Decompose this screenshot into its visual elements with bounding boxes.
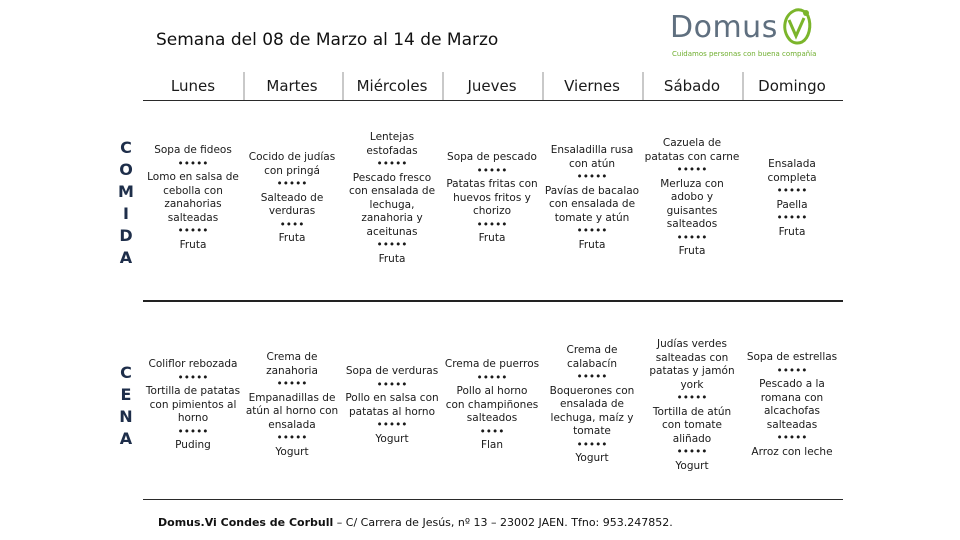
footer-company: Domus.Vi Condes de Corbull [158,516,334,529]
menu-line: con ensalada de [348,185,436,197]
menu-line: horno [177,412,209,424]
menu-line: Arroz con leche [751,445,833,458]
menu-line: Cocido de judías [248,151,336,163]
menu-line: ••••• [576,171,608,183]
header-separator [442,72,444,100]
menu-line: Sopa de pescado [447,151,537,163]
header-separator [542,72,544,100]
menu-line: ••••• [276,178,308,190]
vertical-label-letter: O [119,160,133,179]
cena-cell [342,365,442,446]
cena-vertical-label [116,362,136,450]
comida-vertical-label [116,137,136,269]
menu-line: ensalada de [560,398,624,410]
menu-line: zanahorias [164,198,222,210]
menu-line: romana con [760,391,824,404]
menu-line: ••••• [177,371,209,384]
menu-line: con pringá [264,164,320,177]
menu-line: ••••• [476,371,508,384]
menu-line: Salteado de [260,191,324,204]
menu-line: ••••• [676,231,708,244]
menu-line: ••••• [776,185,808,197]
menu-line: salteados [666,218,718,230]
menu-line: patatas al horno [349,405,435,418]
menu-line: Fruta [678,245,706,257]
day-header: Viernes [564,77,620,95]
menu-line: tomate y atún [554,211,630,224]
menu-line: Ensaladilla rusa [550,144,634,156]
vertical-label-letter: A [119,429,133,448]
menu-line: Pavías de bacalao [544,184,640,197]
menu-line: con pimientos al [149,398,237,411]
day-header: Lunes [170,77,216,95]
menu-line: Fruta [378,252,406,265]
domusvi-logo [670,6,830,62]
menu-line: con atún [568,157,616,170]
menu-line: alcachofas [763,405,820,417]
menu-line: Pollo en salsa con [345,392,439,404]
menu-line: Fruta [278,232,306,244]
comida-cell [742,158,842,239]
menu-line: Patatas fritas con [446,178,538,190]
logo-leaf-icon [776,6,816,48]
day-header: Sábado [663,77,721,95]
menu-line: ••••• [576,225,608,237]
header-separator [642,72,644,100]
menu-line: ••••• [676,164,708,176]
menu-line: ••••• [276,378,308,390]
menu-line: Sopa de fideos [154,144,232,156]
menu-line: lechuga, maíz y [550,411,634,424]
menu-line: Merluza con [660,177,724,190]
page-title: Semana del 08 de Marzo al 14 de Marzo [156,30,499,50]
menu-line: completa [767,171,817,184]
menu-line: Ensalada [768,158,816,170]
menu-line: ••••• [776,364,808,377]
vertical-label-letter: A [119,248,133,267]
comida-cell [542,144,642,252]
cena-cell [442,358,542,453]
menu-line: Tortilla de atún [652,405,732,418]
logo-tagline: Cuidamos personas con buena compañía [672,50,817,58]
menu-line: con ensalada de [548,198,636,210]
menu-line: ensalada [268,418,316,431]
menu-line: Tortilla de patatas [145,385,241,397]
cena-cell [242,351,342,459]
vertical-label-letter: C [120,363,132,382]
vertical-label-letter: D [119,226,133,245]
menu-line: salteadas con [655,351,729,364]
menu-line: guisantes [666,204,718,217]
menu-line: aliñado [672,432,712,445]
menu-line: estofadas [366,144,418,157]
day-header: Martes [266,77,318,95]
menu-line: tomate [573,425,611,437]
header-rule [143,100,843,101]
menu-line: ••••• [776,432,808,444]
menu-line: Crema de [566,344,618,356]
menu-line: •••• [479,425,505,438]
menu-line: ••••• [576,371,608,383]
comida-cell [342,131,442,266]
menu-line: ••••• [177,425,209,438]
menu-line: Yogurt [375,432,409,445]
menu-line: Crema de puerros [444,358,540,370]
cena-cell [542,344,642,466]
menu-line: huevos fritos y [453,191,531,204]
menu-line: Sopa de estrellas [746,351,838,363]
menu-line: ••••• [476,218,508,231]
menu-line: salteadas [167,211,219,224]
menu-line: Judías verdes [657,338,727,350]
menu-line: Fruta [478,232,506,244]
menu-line: ••••• [376,158,408,170]
menu-line: Pollo al horno [456,385,528,397]
header-separator [243,72,245,100]
menu-line: ••••• [177,225,209,237]
footer-address [158,516,673,529]
menu-line: Boquerones con [549,384,635,397]
vertical-label-letter: N [119,407,133,426]
header-separator [342,72,344,100]
day-header: Jueves [467,77,517,95]
menu-line: ••••• [177,157,209,170]
menu-line: chorizo [472,205,512,217]
vertical-label-letter: E [120,385,132,404]
comida-cell [242,151,342,246]
day-header: Miércoles [356,77,428,95]
menu-line: Puding [175,439,211,451]
menu-line: •••• [279,218,305,231]
menu-line: Flan [480,439,504,451]
cena-cell [143,358,243,453]
menu-line: Coliflor rebozada [148,358,238,370]
menu-line: atún al horno con [245,405,339,417]
menu-line: patatas con carne [644,150,740,163]
menu-line: ••••• [376,239,408,251]
menu-line: lechuga, [369,198,415,211]
menu-line: verduras [268,205,316,217]
menu-line: adobo y [670,191,714,203]
header-separator [742,72,744,100]
logo-wordmark: Domus [670,10,778,45]
footer-details: – C/ Carrera de Jesús, nº 13 – 23002 JAEN. Tfno: 953.247852. [333,516,673,529]
menu-line: zanahoria y [361,212,423,224]
menu-line: ••••• [676,392,708,404]
bottom-rule [143,499,843,500]
menu-line: zanahoria [266,364,318,377]
menu-line: salteadas [766,418,818,431]
menu-line: salteados [466,412,518,424]
menu-line: Crema de [266,351,318,363]
cena-cell [642,338,742,473]
menu-line: ••••• [576,438,608,451]
comida-cell [642,137,742,259]
menu-line: Cazuela de [662,137,722,149]
menu-line: Yogurt [675,459,709,472]
menu-line: york [680,378,704,391]
menu-line: Empanadillas de [248,391,336,404]
menu-line: Pescado a la [759,378,825,390]
menu-line: ••••• [376,419,408,431]
menu-line: Lomo en salsa de [147,171,239,183]
menu-line: calabacín [566,357,617,370]
menu-line: Yogurt [575,452,609,464]
menu-line: Sopa de verduras [345,365,439,377]
menu-line: Pescado fresco [352,171,432,184]
menu-line: Yogurt [275,445,309,458]
menu-line: ••••• [276,432,308,444]
menu-line: Paella [776,198,808,211]
menu-line: con champiñones [445,398,539,411]
menu-line: patatas y jamón [649,365,735,377]
menu-line: ••••• [376,378,408,391]
menu-line: Lentejas [369,131,415,143]
vertical-label-letter: C [120,138,132,157]
menu-line: ••••• [476,164,508,177]
menu-line: ••••• [776,212,808,224]
vertical-label-letter: M [118,182,134,201]
comida-cell [442,151,542,246]
menu-line: aceitunas [366,225,418,238]
menu-line: Fruta [778,225,806,238]
menu-line: Fruta [179,238,207,251]
cena-cell [742,351,842,459]
section-divider [143,300,843,302]
menu-line: ••••• [676,446,708,458]
comida-cell [143,144,243,252]
day-header: Domingo [758,77,826,95]
vertical-label-letter: I [123,204,129,223]
menu-line: Fruta [578,238,606,251]
menu-line: con tomate [662,419,722,431]
menu-line: cebolla con [163,184,223,197]
